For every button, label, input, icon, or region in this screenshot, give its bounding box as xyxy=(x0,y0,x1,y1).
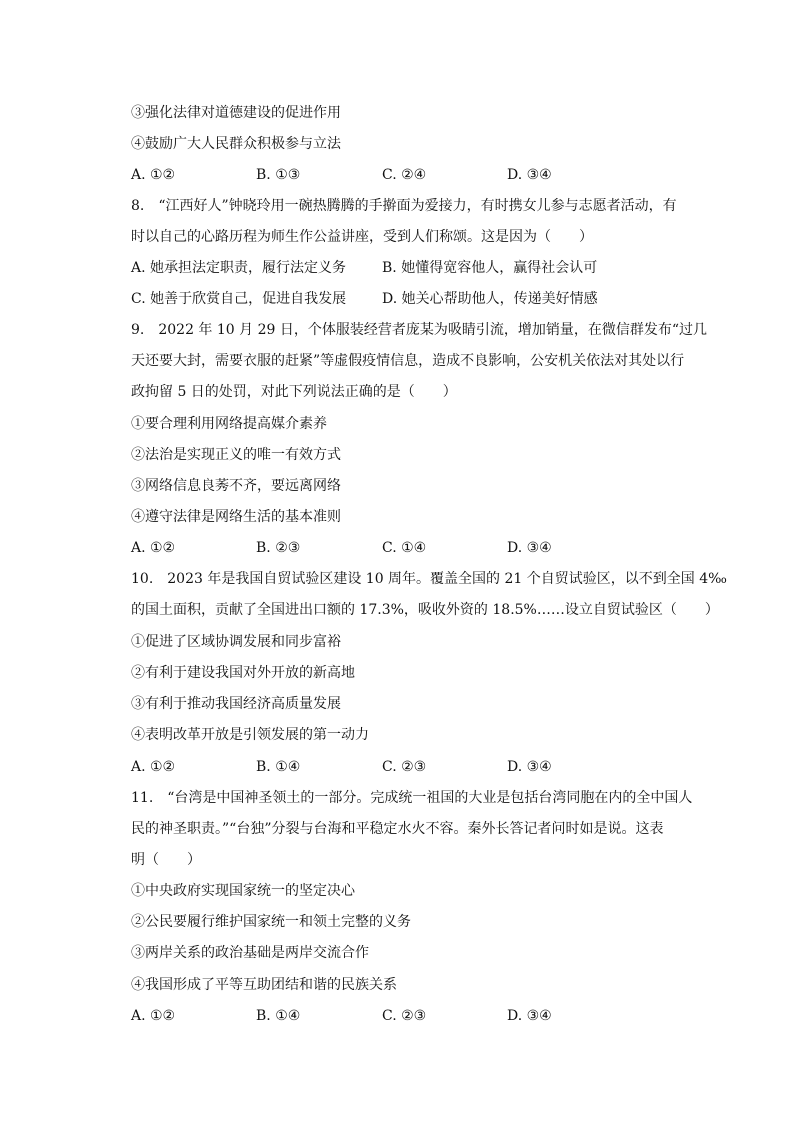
statement-2: ②法治是实现正义的唯一有效方式 xyxy=(131,447,341,463)
statement-4: ④我国形成了平等互助团结和谐的民族关系 xyxy=(131,977,397,993)
question-11-stem-line-1: 11. “台湾是中国神圣领土的一部分。完成统一祖国的大业是包括台湾同胞在内的全中国人 xyxy=(131,790,693,806)
question-9-options xyxy=(131,538,731,558)
option-b[interactable]: B. ①④ xyxy=(256,1008,301,1024)
question-11-options xyxy=(131,1006,731,1026)
statement-4: ④鼓励广大人民群众积极参与立法 xyxy=(131,136,341,152)
question-8-stem-line-1: 8. “江西好人”钟晓玲用一碗热腾腾的手擀面为爱接力，有时携女儿参与志愿者活动，有 xyxy=(131,198,677,214)
option-d[interactable]: D. 她关心帮助他人，传递美好情感 xyxy=(382,291,598,307)
statement-3: ③两岸关系的政治基础是两岸交流合作 xyxy=(131,945,369,961)
question-10-options xyxy=(131,757,731,777)
option-b[interactable]: B. 她懂得宽容他人，赢得社会认可 xyxy=(382,260,598,276)
question-8-options-row-1 xyxy=(131,258,731,278)
option-c[interactable]: C. ②③ xyxy=(382,1008,427,1024)
statement-4: ④遵守法律是网络生活的基本准则 xyxy=(131,509,341,525)
option-a[interactable]: A. ①② xyxy=(131,759,176,775)
question-8-stem-line-2: 时以自己的心路历程为师生作公益讲座，受到人们称颂。这是因为（ ） xyxy=(131,229,593,245)
option-d[interactable]: D. ③④ xyxy=(507,1008,552,1024)
question-9-stem-line-3: 政拘留 5 日的处罚，对此下列说法正确的是（ ） xyxy=(131,384,457,400)
question-11-stem-line-2: 民的神圣职责。”“台独”分裂与台海和平稳定水火不容。秦外长答记者问时如是说。这表 xyxy=(131,821,664,837)
statement-3: ③有利于推动我国经济高质量发展 xyxy=(131,696,341,712)
option-a[interactable]: A. ①② xyxy=(131,1008,176,1024)
question-11-stem-line-3: 明（ ） xyxy=(131,852,201,868)
option-b[interactable]: B. ②③ xyxy=(256,540,301,556)
statement-1: ①促进了区域协调发展和同步富裕 xyxy=(131,634,341,650)
statement-4: ④表明改革开放是引领发展的第一动力 xyxy=(131,727,369,743)
statement-1: ①中央政府实现国家统一的坚定决心 xyxy=(131,883,355,899)
statement-3: ③强化法律对道德建设的促进作用 xyxy=(131,105,341,121)
option-b[interactable]: B. ①④ xyxy=(256,759,301,775)
statement-2: ②有利于建设我国对外开放的新高地 xyxy=(131,665,355,681)
question-10-stem-line-1: 10. 2023 年是我国自贸试验区建设 10 周年。覆盖全国的 21 个自贸试验区，以不到全国 4‰ xyxy=(131,571,727,587)
option-c[interactable]: C. ②③ xyxy=(382,759,427,775)
option-c[interactable]: C. ①④ xyxy=(382,540,427,556)
option-a[interactable]: A. ①② xyxy=(131,167,176,183)
option-b[interactable]: B. ①③ xyxy=(256,167,301,183)
question-8-options-row-2 xyxy=(131,289,731,309)
statement-2: ②公民要履行维护国家统一和领土完整的义务 xyxy=(131,914,411,930)
option-d[interactable]: D. ③④ xyxy=(507,167,552,183)
option-d[interactable]: D. ③④ xyxy=(507,540,552,556)
statement-1: ①要合理利用网络提高媒介素养 xyxy=(131,416,327,432)
option-a[interactable]: A. 她承担法定职责，履行法定义务 xyxy=(131,260,347,276)
question-10-stem-line-2: 的国土面积，贡献了全国进出口额的 17.3%，吸收外资的 18.5%……设立自贸试验区（ ） xyxy=(131,602,719,618)
question-9-stem-line-2: 天还要大封，需要衣服的赶紧”等虚假疫情信息，造成不良影响，公安机关依法对其处以行 xyxy=(131,353,685,369)
statement-3: ③网络信息良莠不齐，要远离网络 xyxy=(131,478,341,494)
question-9-stem-line-1: 9. 2022 年 10 月 29 日，个体服装经营者庞某为吸睛引流，增加销量，在微信群发布“过几 xyxy=(131,322,708,338)
option-d[interactable]: D. ③④ xyxy=(507,759,552,775)
option-c[interactable]: C. ②④ xyxy=(382,167,427,183)
answer-options xyxy=(131,165,731,185)
option-c[interactable]: C. 她善于欣赏自己，促进自我发展 xyxy=(131,291,347,307)
option-a[interactable]: A. ①② xyxy=(131,540,176,556)
